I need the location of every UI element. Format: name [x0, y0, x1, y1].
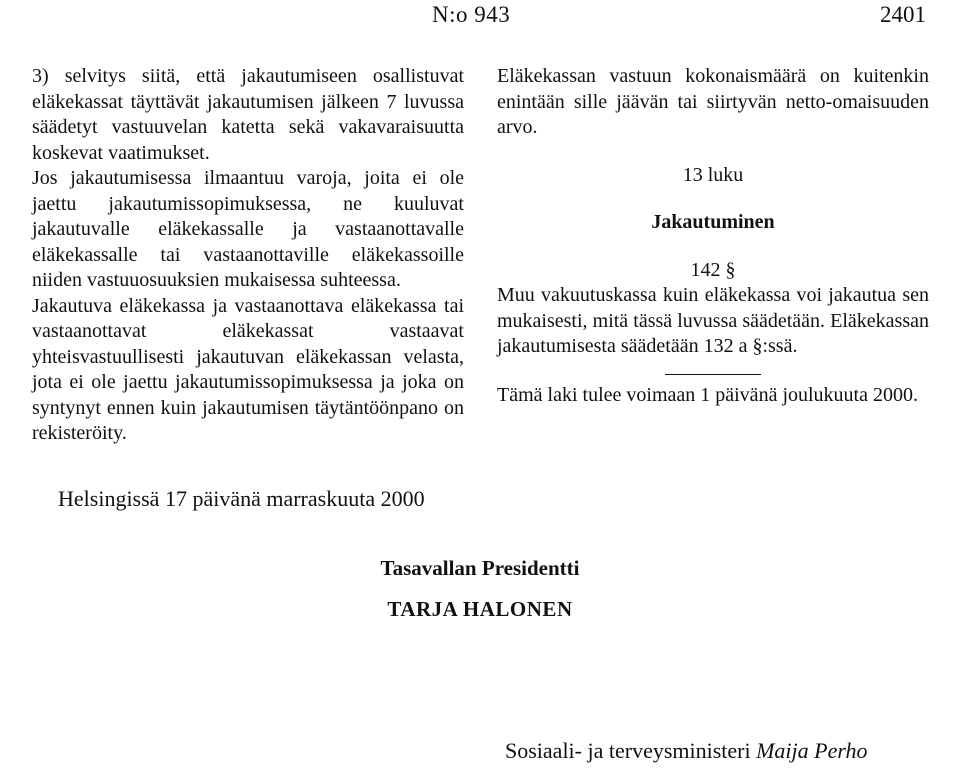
chapter-number: 13 luku	[682, 163, 744, 186]
minister-title: Sosiaali- ja terveysministeri	[505, 738, 751, 763]
divider	[665, 374, 761, 375]
item-3-text: 3) selvitys siitä, että jakautumiseen osallistuvat eläkekassat täyttävät jakautumisen jälkeen 7 luvussa säädetyt vastuuvelan katetta sekä vakavaraisuutta koskevat vaatimukset.	[32, 65, 464, 164]
section-142-text: Muu vakuutuskassa kuin eläkekassa voi jakautua sen mukaisesti, mitä tässä luvussa säädetään. Eläkekassan jakautumisesta säädetään 132 a §:ssä.	[497, 284, 929, 357]
signature-place-date: Helsingissä 17 päivänä marraskuuta 2000	[58, 486, 425, 511]
minister-signature	[505, 738, 868, 764]
paragraph-unallocated-assets: Jos jakautumisessa ilmaantuu varoja, joita ei ole jaettu jakautumissopimuksessa, ne kuuluvat jakautuvalle eläkekassalle ja vastaanottavalle eläkekassalle tai vastaanottaville eläkekassoille niiden vastuuosuuksien mukaisessa suhteessa.	[32, 167, 464, 291]
section-number: 142 §	[690, 258, 736, 281]
right-column	[497, 64, 929, 408]
issue-number: N:o 943	[432, 2, 511, 27]
president-title: Tasavallan Presidentti	[380, 556, 580, 580]
paragraph-joint-liability: Jakautuva eläkekassa ja vastaanottava eläkekassa tai vastaanottavat eläkekassat vastaavat yhteisvastuullisesti jakautuvan eläkekassan velasta, jota ei ole jaettu jakautumissopimuksessa ja joka on syntynyt ennen kuin jakautumisen täytäntöönpano on rekisteröity.	[32, 294, 464, 444]
page-number: 2401	[880, 2, 926, 27]
entry-into-force-text: Tämä laki tulee voimaan 1 päivänä joulukuuta 2000.	[497, 383, 918, 406]
paragraph-liability-limit: Eläkekassan vastuun kokonaismäärä on kuitenkin enintään sille jäävän tai siirtyvän netto-omaisuuden arvo.	[497, 65, 929, 138]
president-name: TARJA HALONEN	[387, 597, 573, 621]
minister-name: Maija Perho	[756, 738, 868, 763]
chapter-title: Jakautuminen	[651, 211, 775, 233]
left-column	[32, 64, 464, 447]
